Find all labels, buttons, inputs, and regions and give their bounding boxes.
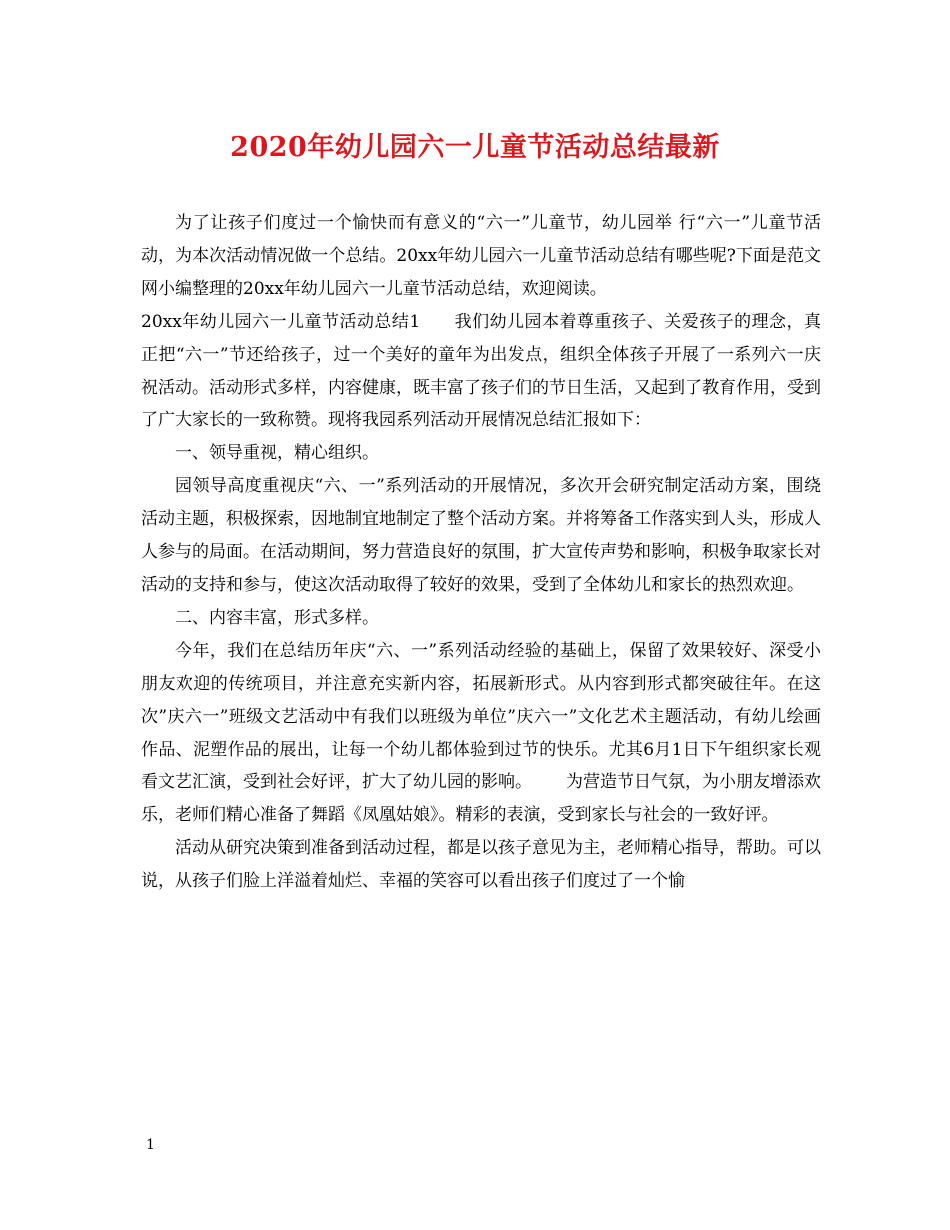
- document-title: 2020年幼儿园六一儿童节活动总结最新: [230, 132, 720, 163]
- point-1-paragraph: 园领导高度重视庆“六、一”系列活动的开展情况，多次开会研究制定活动方案，围绕活动主题，积极探索，因地制宜地制定了整个活动方案。并将筹备工作落实到人头，形成人人参与的局面。在活动期间，努力营造良好的氛围，扩大宣传声势和影响，积极争取家长对活动的支持和参与，使这次活动取得了较好的效果，受到了全体幼儿和家长的热烈欢迎。: [141, 476, 821, 595]
- closing-paragraph: 活动从研究决策到准备到活动过程，都是以孩子意见为主，老师精心指导，帮助。可以说，从孩子们脸上洋溢着灿烂、幸福的笑容可以看出孩子们度过了一个愉: [141, 838, 821, 892]
- page-number: 1: [146, 1137, 155, 1153]
- point-2-heading: 二、内容丰富，形式多样。: [175, 607, 379, 628]
- intro-paragraph: 为了让孩子们度过一个愉快而有意义的“六一”儿童节，幼儿园举 行“六一”儿童节活动，为本次活动情况做一个总结。20xx年幼儿园六一儿童节活动总结有哪些呢?下面是范文网小编整理的20xx年幼儿园六一儿童节活动总结，欢迎阅读。: [141, 213, 821, 299]
- document-body: [141, 207, 821, 898]
- point-2-text-b: 为营造节日气氛，为小朋友增添欢乐，老师们精心准备了舞蹈《凤凰姑娘》。精彩的表演，受到家长与社会的一致好评。: [141, 772, 821, 826]
- point-2-paragraph: [141, 635, 821, 832]
- section-1-text: 我们幼儿园本着尊重孩子、关爱孩子的理念，真正把“六一”节还给孩子，过一个美好的童年为出发点，组织全体孩子开展了一系列六一庆祝活动。活动形式多样，内容健康，既丰富了孩子们的节日生活，又起到了教育作用，受到了广大家长的一致称赞。现将我园系列活动开展情况总结汇报如下：: [141, 311, 821, 431]
- section-1-paragraph: [141, 306, 821, 438]
- point-1-heading: 一、领导重视，精心组织。: [175, 443, 379, 464]
- section-1-heading: 20xx年幼儿园六一儿童节活动总结1: [141, 311, 421, 332]
- point-2-text-a: 今年，我们在总结历年庆“六、一”系列活动经验的基础上，保留了效果较好、深受小朋友欢迎的传统项目，并注意充实新内容，拓展新形式。从内容到形式都突破往年。在这次”庆六一”班级文艺活动中有我们以班级为单位”庆六一”文化艺术主题活动，有幼儿绘画作品、泥塑作品的展出，让每一个幼儿都体验到过节的快乐。尤其6月1日下午组织家长观看文艺汇演，受到社会好评，扩大了幼儿园的影响。: [141, 640, 821, 793]
